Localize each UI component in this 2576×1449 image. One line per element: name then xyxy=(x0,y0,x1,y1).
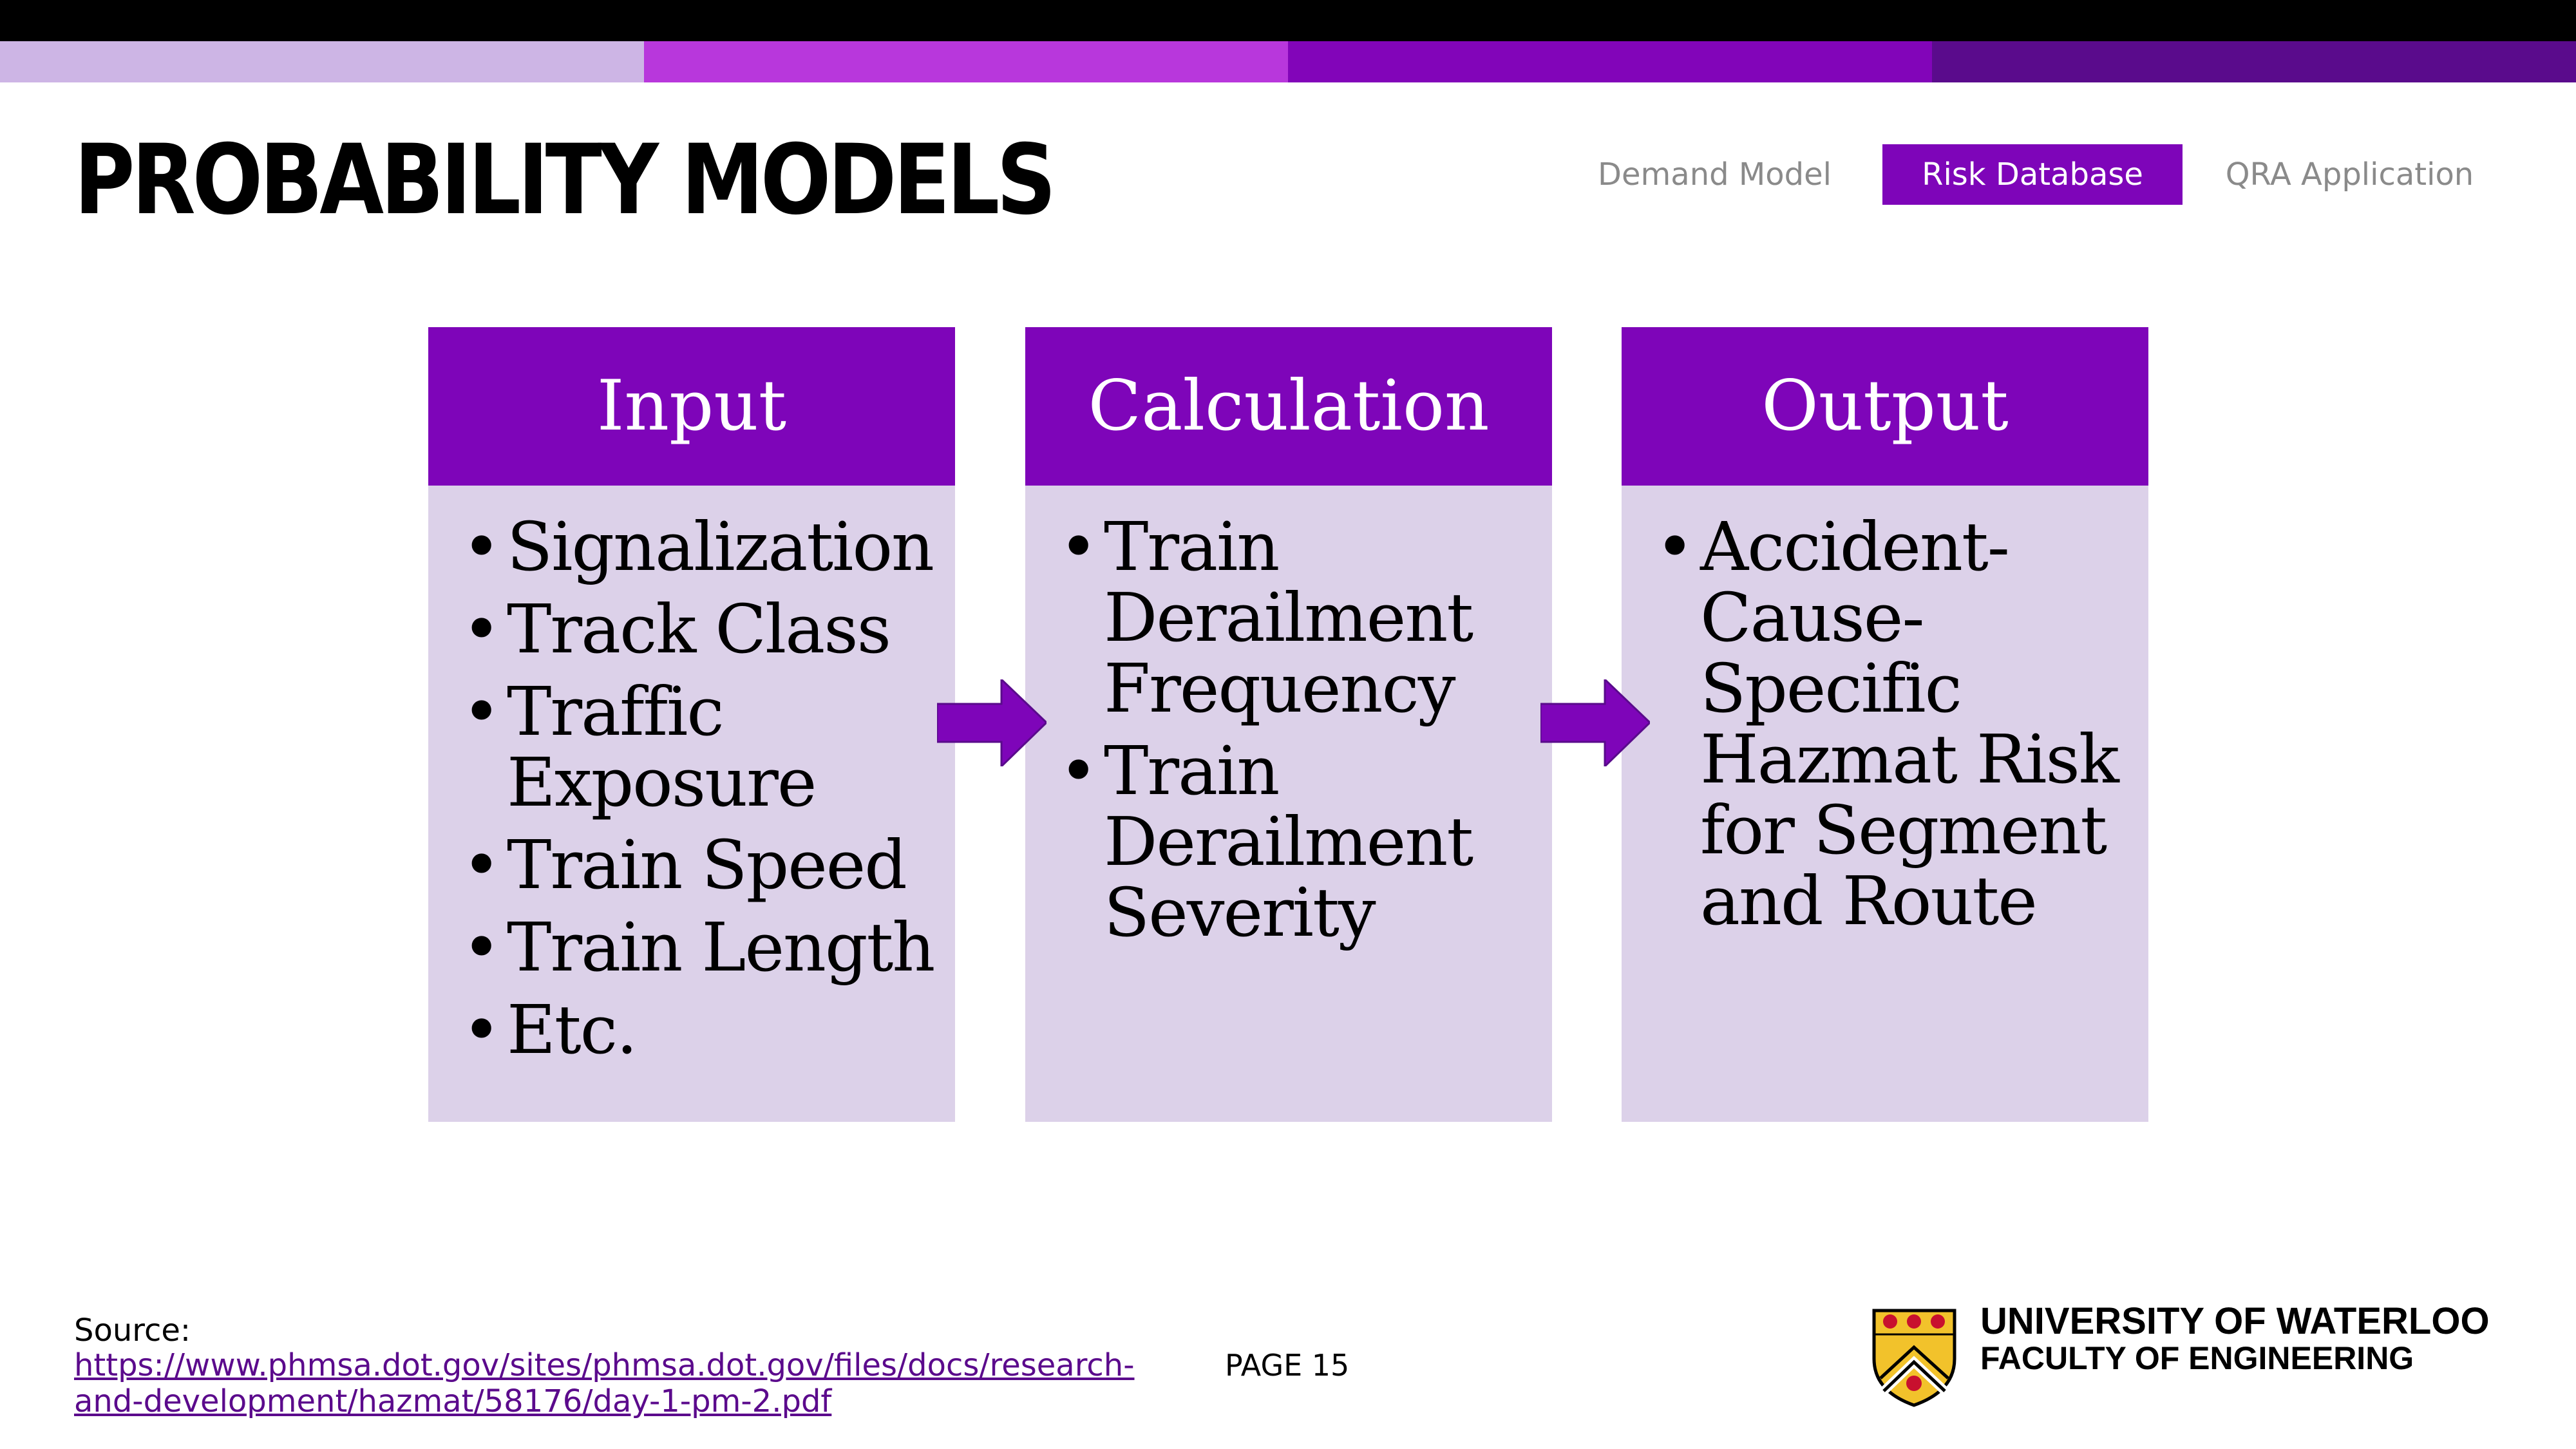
list-item: • Train Derailment Frequency xyxy=(1025,511,1539,724)
list-item: • Train Length xyxy=(428,912,942,983)
right-arrow-icon xyxy=(1540,679,1650,766)
list-item: • Traffic Exposure xyxy=(428,676,942,818)
list-item: • Train Speed xyxy=(428,829,942,900)
list-item: • Etc. xyxy=(428,994,942,1065)
list-item: • Track Class xyxy=(428,594,942,665)
list-item: • Accident-Cause-Specific Hazmat Risk for Segment and Route xyxy=(1622,511,2136,936)
right-arrow-icon xyxy=(937,679,1046,766)
list-item: • Train Derailment Severity xyxy=(1025,735,1539,948)
output-box-heading: Output xyxy=(1622,327,2148,486)
calculation-box-heading: Calculation xyxy=(1025,327,1552,486)
page-title: PROBABILITY MODELS xyxy=(74,124,1054,236)
logo-faculty-name: FACULTY OF ENGINEERING xyxy=(1980,1340,2414,1376)
color-stripe-3 xyxy=(1288,41,1932,82)
color-stripe-2 xyxy=(644,41,1288,82)
calculation-box-body xyxy=(1025,486,1552,1122)
source-label: Source: xyxy=(74,1312,191,1349)
logo-university-name: UNIVERSITY OF WATERLOO xyxy=(1980,1300,2490,1342)
source-link[interactable]: https://www.phmsa.dot.gov/sites/phmsa.dot.gov/files/docs/research-and-development/hazmat/58176/day-1-pm-2.pdf xyxy=(74,1347,1135,1419)
tab-risk-database[interactable]: Risk Database xyxy=(1882,144,2183,205)
tab-demand-model[interactable]: Demand Model xyxy=(1598,156,1832,193)
university-crest-icon xyxy=(1871,1307,1958,1407)
output-box-body xyxy=(1622,486,2148,1122)
tab-qra-application[interactable]: QRA Application xyxy=(2225,156,2474,193)
top-black-bar xyxy=(0,0,2576,41)
color-stripe-4 xyxy=(1932,41,2576,82)
page-number: PAGE 15 xyxy=(1225,1348,1350,1383)
list-item: • Signalization xyxy=(428,511,942,582)
input-box-heading: Input xyxy=(428,327,955,486)
color-stripe-1 xyxy=(0,41,644,82)
input-box-body xyxy=(428,486,955,1122)
